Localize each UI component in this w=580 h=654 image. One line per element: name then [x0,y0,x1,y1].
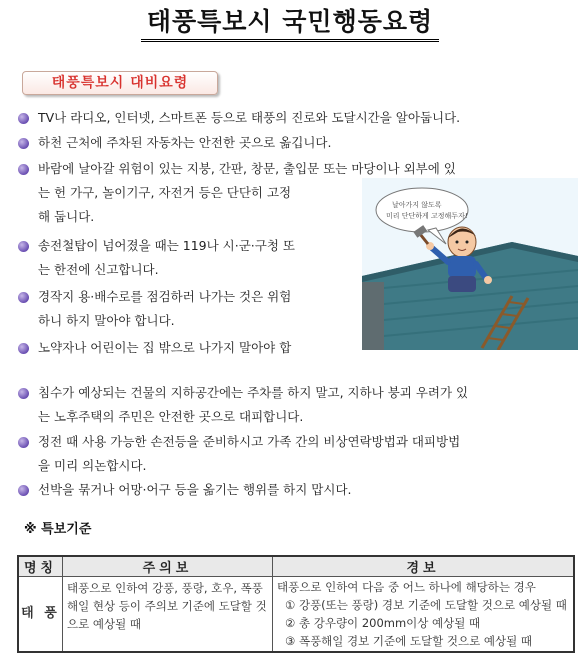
bullet-icon [18,241,29,252]
speech-text-line-1: 날아가지 않도록 [392,201,442,209]
header-watch: 주의보 [63,557,273,577]
list-item [18,336,291,360]
watch-criteria: 태풍으로 인하여 강풍, 풍랑, 호우, 폭풍해일 현상 등이 주의보 기준에 도달할 것으로 예상될 때 [63,577,273,652]
list-item-text: 송전철탑이 넘어졌을 때는 119나 시·군·구청 또 는 한전에 신고합니다. [38,238,295,277]
standards-heading: ※ 특보기준 [24,522,92,537]
warning-item: ③ 폭풍해일 경보 기준에 도달할 것으로 예상될 때 [285,634,532,648]
list-item-text: 하천 근처에 주차된 자동차는 안전한 곳으로 옮깁니다. [38,135,332,150]
speech-bubble [376,188,468,232]
list-item [18,381,468,429]
bullet-icon [18,437,29,448]
list-item-text: 선박을 묶거나 어망·어구 등을 옮기는 행위를 하지 맙시다. [38,482,352,497]
list-item [18,430,460,478]
bullet-icon [18,164,29,175]
bullet-icon [18,113,29,124]
section-label: 태풍특보시 대비요령 [22,71,218,95]
roof-gable [362,282,384,350]
list-item [18,285,291,333]
table-header-row [19,557,574,577]
warning-item: ② 총 강우량이 200mm이상 예상될 때 [285,616,481,630]
standards-table [18,556,574,652]
list-item-text: 바람에 날아갈 위험이 있는 지붕, 간판, 창문, 출입문 또는 마당이나 외부에 있 는 헌 가구, 놀이기구, 자전거 등은 단단히 고정 해 둡니다. [38,161,456,224]
roof-repair-illustration [362,178,578,350]
bullet-icon [18,343,29,354]
header-name: 명칭 [19,557,63,577]
header-warning: 경보 [273,557,574,577]
list-item-text: 노약자나 어린이는 집 밖으로 나가지 말아야 합 [38,340,292,355]
warning-item: ① 강풍(또는 풍랑) 경보 기준에 도달할 것으로 예상될 때 [285,598,567,612]
bullet-icon [18,485,29,496]
list-item [18,131,331,155]
warning-intro: 태풍으로 인하여 다음 중 어느 하나에 해당하는 경우 [277,580,536,594]
list-item [18,106,460,130]
list-item [18,478,352,502]
illustration-svg [362,178,578,350]
list-item-text: 정전 때 사용 가능한 손전등을 준비하시고 가족 간의 비상연락방법과 대피방법 을 미리 의논합시다. [38,434,461,473]
title-container [0,2,580,42]
bullet-icon [18,138,29,149]
speech-text-line-2: 미리 단단하게 고정해두자! [386,212,468,220]
list-item [18,234,295,282]
row-name: 태 풍 [19,577,63,652]
list-item-text: 경작지 용·배수로를 점검하러 나가는 것은 위험 하니 하지 말아야 합니다. [38,289,292,328]
list-item-text: 침수가 예상되는 건물의 지하공간에는 주차를 하지 말고, 지하나 붕괴 우려가 있 는 노후주택의 주민은 안전한 곳으로 대피합니다. [38,385,469,424]
list-item-text: TV나 라디오, 인터넷, 스마트폰 등으로 태풍의 진로와 도달시간을 알아둡니다. [38,110,461,125]
warning-criteria [273,577,574,652]
bullet-icon [18,388,29,399]
page-title: 태풍특보시 국민행동요령 [141,2,439,42]
table-row [19,577,574,652]
bullet-icon [18,292,29,303]
